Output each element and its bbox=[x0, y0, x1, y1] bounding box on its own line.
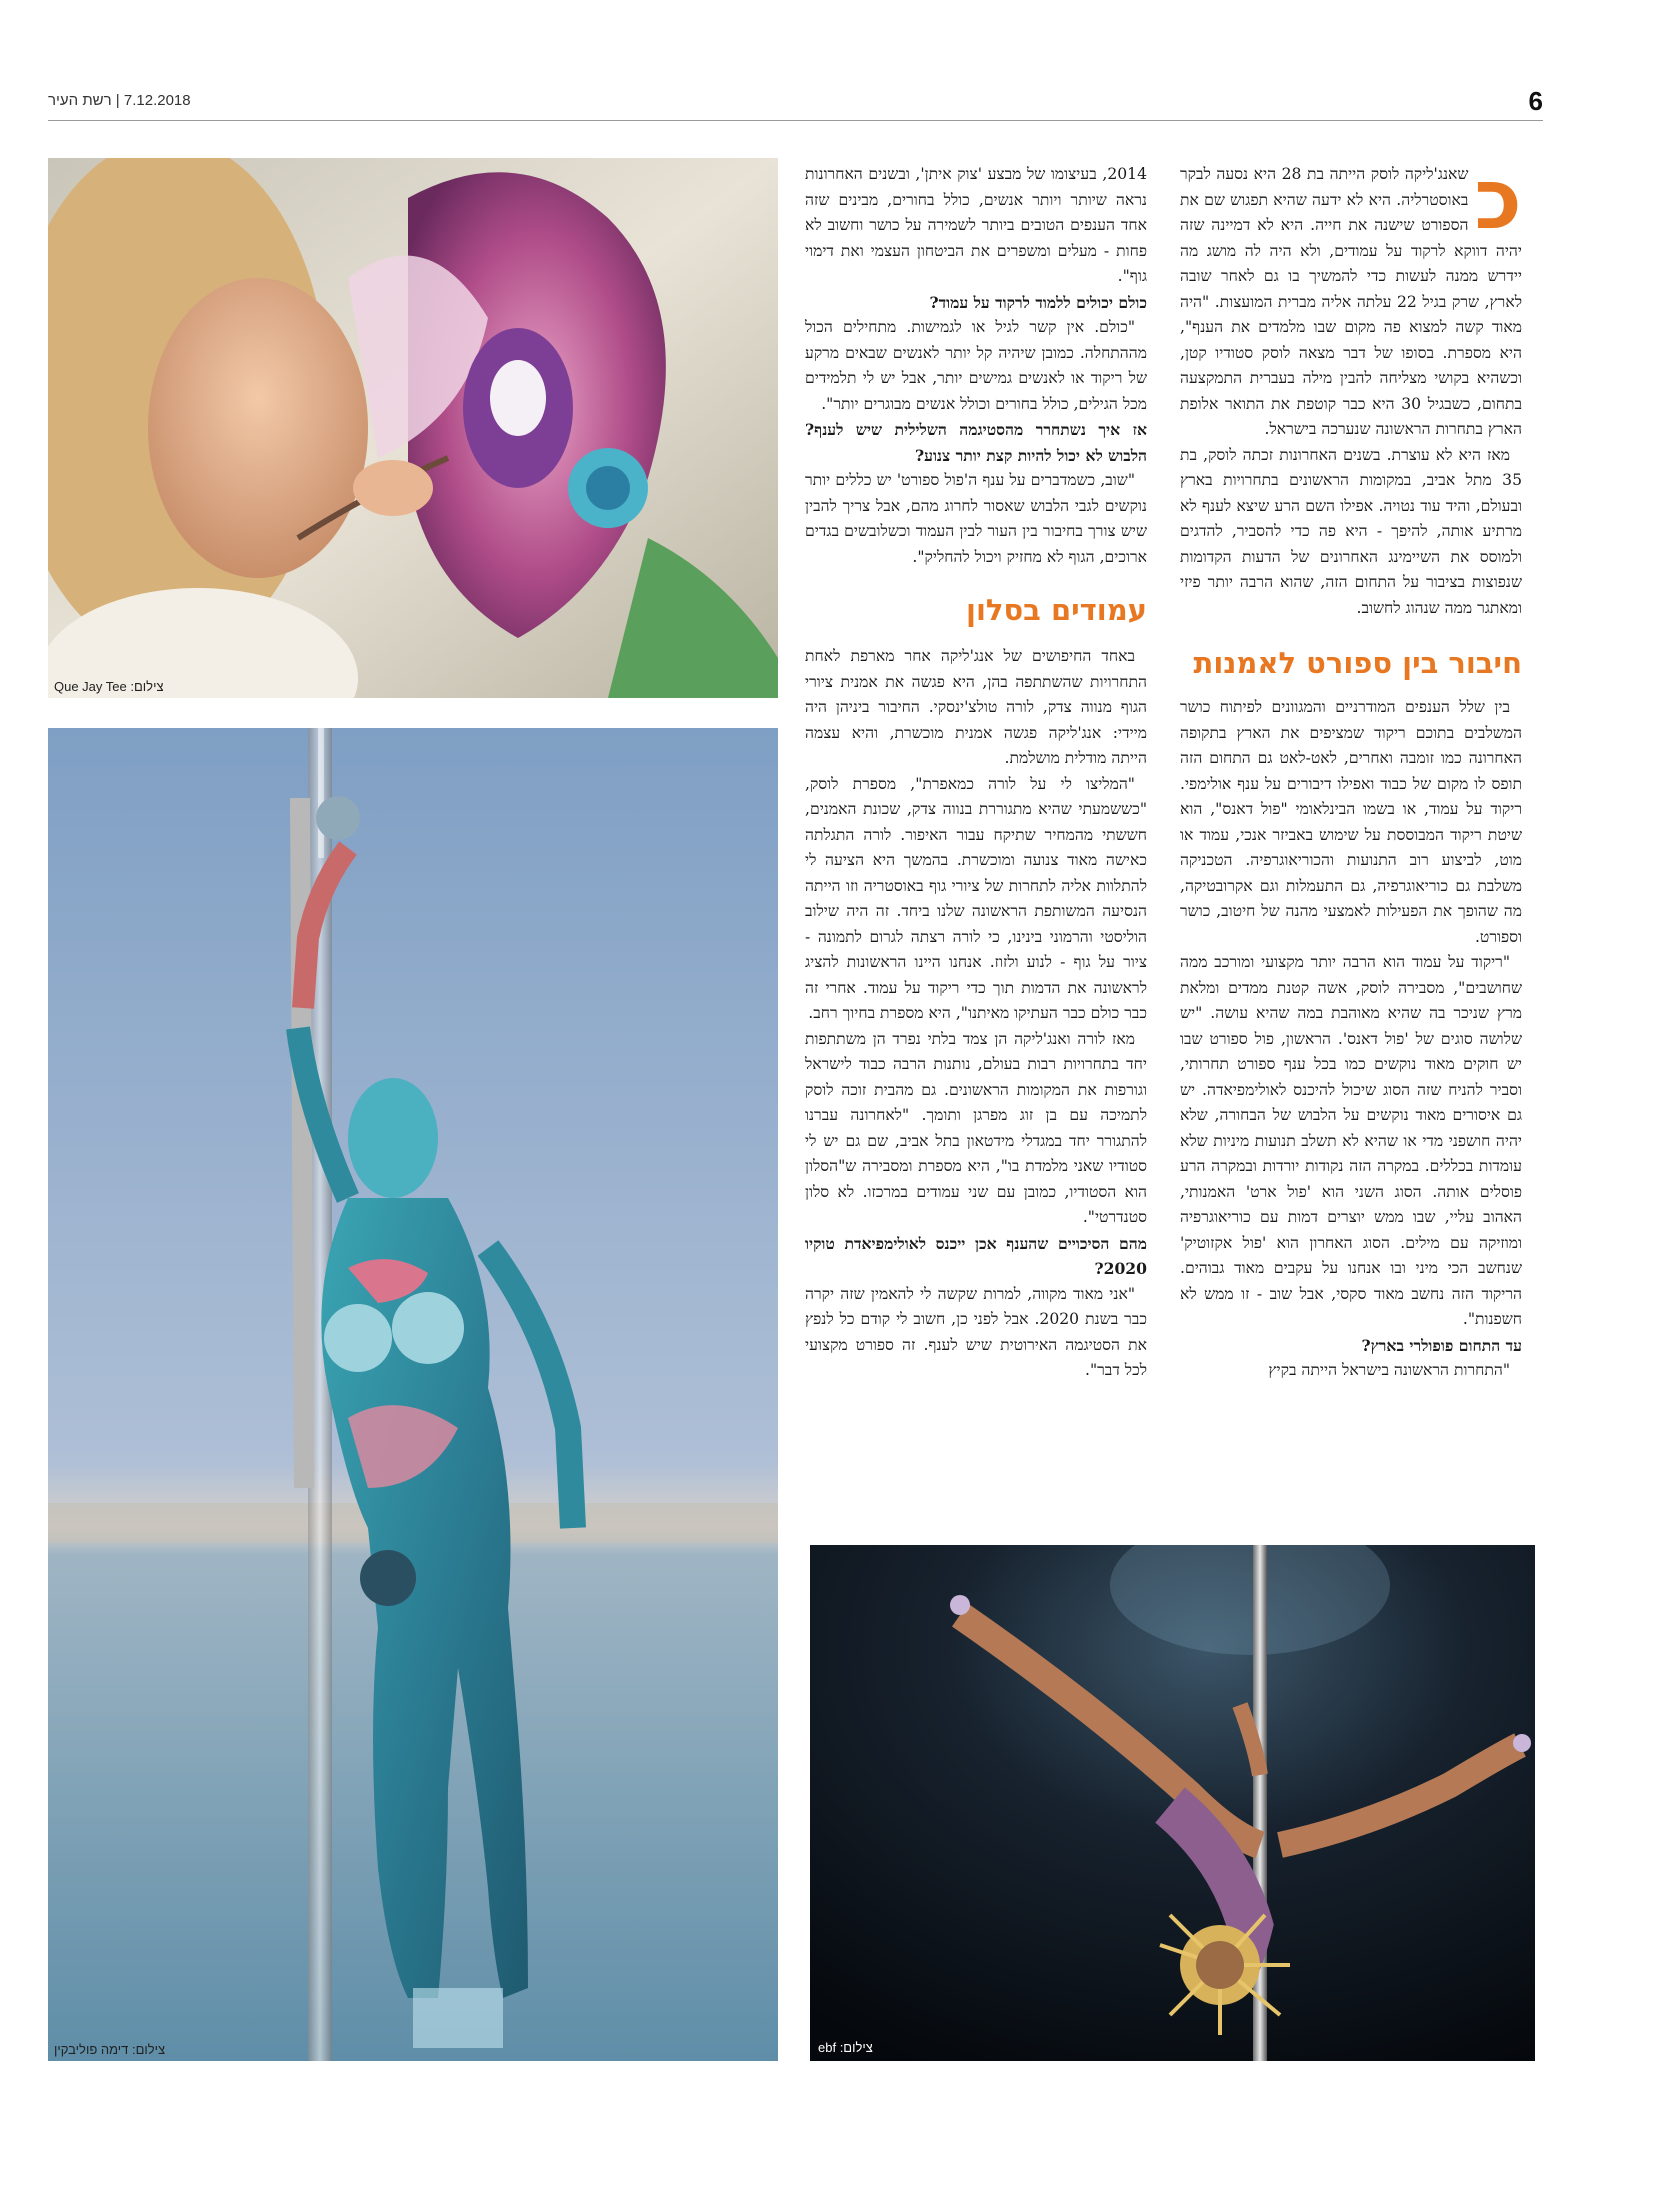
article-column-left bbox=[805, 162, 1147, 1384]
photo-pole-dancer-sea bbox=[48, 728, 778, 2061]
paragraph: מאז לורה ואנג'ליקה הן צמד בלתי נפרד הן משתתפות יחד בתחרויות רבות בעולם, נותנות הרבה כבוד לישראל וגורפות את המקומות הראשונים. גם מהבית זוכה לוסק לתמיכה עם בן זוג מפרגן ותומך. "לאחרונה עברנו להתגורר יחד במגדלי מידטאון בתל אביב, שם גם יש לי סטודיו שאני מלמדת בו", היא מספרת ומסבירה ש"הסלון הוא הסטודיו, כמובן עם שני עמודים במרכזו. לא סלון סטנדרטי". bbox=[805, 1029, 1147, 1226]
drop-cap: כ bbox=[1474, 150, 1522, 248]
paragraph: בין שלל הענפים המודרניים והמגוונים לפיתוח כושר המשלבים בתוכם ריקוד שמציפים את הארץ בתקופה האחרונה כמו זומבה ואחרים, לאט-לאט גם התחום הזה תופס לו מקום של כבוד ואפילו דיבורים על ענף אולימפי. ריקוד על עמוד, או בשמו הבינלאומי "פול דאנס", הוא שיטת ריקוד המבוססת על שימוש באביזר אנכי, עמוד או מוט, לביצוע רוב התנועות והכוריאוגרפיה. הטכניקה משלבת גם כוריאוגרפיה, גם התעמלות וגם אקרובטיקה, מה שהופך את הפעילות לאמצעי מהנה של חיטוב, כושר וספורט. bbox=[1180, 698, 1522, 946]
paragraph: "התחרות הראשונה בישראל הייתה בקיץ bbox=[1268, 1361, 1510, 1379]
interview-question: אז איך נשתחרר מהסטיגמה השלילית שיש לענף? הלבוש לא יכול להיות קצת יותר צנוע? bbox=[805, 420, 1147, 465]
paragraph: "אני מאוד מקווה, למרות שקשה לי להאמין שזה יקרה כבר בשנת 2020. אבל לפני כן, חשוב לי קודם כל לנפץ את הסטיגמה האירוטית שיש לענף. זה ספורט מקצועי לכל דבר". bbox=[805, 1284, 1147, 1379]
paragraph: "המליצו לי על לורה כמאפרת", מספרת לוסק, "כששמעתי שהיא מתגוררת בנווה צדק, שכונת האמנים, חששתי מהמחיר שתיקח עבור האיפור. לורה התגלתה כאישה מאוד צנועה ומוכשרת. בהמשך היא הציעה לי להתלוות אליה לתחרות של ציורי גוף באוסטריה וזו הייתה הנסיעה המשותפת הראשונה שלנו ביחד. זה היה שילוב הוליסטי והרמוני בינינו, כי לורה רצתה לגרום לתמונה - ציור על גוף - לנוע ולזוז. אנחנו היינו הראשונות להציג לראשונה את הדמות תוך כדי ריקוד על עמוד. אחרי זה כבר כולם כבר העתיקו מאיתנו", היא מספרת בחיוך רחב. bbox=[805, 774, 1147, 1022]
photo-pole-split-stage bbox=[810, 1545, 1535, 2061]
paragraph: באחד החיפושים של אנג'ליקה אחר מארפת לאחת התחרויות שהשתתפה בהן, היא פגשה את אמנית ציורי הגוף מנווה צדק, לורה טולצ'ינסקי. החיבור ביניהן היה מיידי: אנג'ליקה פגשה אמנית מוכשרת, והיא עצמה הייתה מודלית מושלמת. bbox=[805, 647, 1147, 767]
paragraph: "כולם. אין קשר לגיל או לגמישות. מתחילים הכול מההתחלה. כמובן שיהיה קל יותר לאנשים שבאים מרקע של ריקוד או לאנשים גמישים יותר, אבל יש לי תלמידים מכל הגילים, כולל בחורים וכולל אנשים מבוגרים יותר". bbox=[805, 318, 1147, 413]
issue-date: 7.12.2018 | רשת העיר bbox=[48, 92, 191, 109]
page-number: 6 bbox=[1528, 86, 1543, 116]
paragraph: מאז היא לא עוצרת. בשנים האחרונות זכתה לוסק, בת 35 מתל אביב, במקומות הראשונים בתחרויות בארץ ובעולם, והיד עוד נטויה. אפילו השם הרע שיצא לענף לא מרתיע אותה, להיפך - היא פה כדי להסביר, להדגים ולמוסס את השיימינג האחרונים של הדעות הקדומות שנפוצות בציבור על התחום הזה, שהוא הרבה יותר פיזי ומאתגר ממה שנהוג לחשוב. bbox=[1180, 445, 1522, 617]
photo-credit: צילום: ebf bbox=[818, 2040, 873, 2055]
article-column-right bbox=[1180, 150, 1522, 1384]
paragraph: "ריקוד על עמוד הוא הרבה יותר מקצועי ומורכב ממה שחושבים", מסבירה לוסק, אשה קטנת ממדים ומלאת מרץ שניכר בה שהיא מאוהבת במה שהיא עושה. "יש שלושה סוגים של 'פול דאנס'. הראשון, פול ספורט שבו יש חוקים מאוד נוקשים כמו בכל ענף ספורט תחרותי, וסביר להניח שזה הסוג שיכול להיכנס לאולימפיאדה. יש גם איסורים מאוד נוקשים על הלבוש של הבחורה, שלא יהיה חושפני מדי או שהיא לא תשלב תנועות מיניות שלא עומדות בכללים. במקרה הזה נקודות יורדות ובמקרה הרע פוסלים אותה. הסוג השני הוא 'פול ארט' האמנותי, האהוב עליי, שבו ממש יוצרים דמות עם כוריאוגרפיה ומוזיקה עם מילים. הסוג האחרון הוא 'פול אקזוטיק' שנחשב הכי מיני ובו אנחנו על עקבים מאוד גבוהים. הריקוד הזה נחשב מאוד סקסי, אבל שוב - זו ממש לא חשפנות". bbox=[1180, 953, 1522, 1328]
photo-face-painting bbox=[48, 158, 778, 698]
paragraph: שאנג'ליקה לוסק הייתה בת 28 היא נסעה לבקר באוסטרליה. היא לא ידעה שהיא תפגוש שם את הספורט שישנה את חייה. היא לא דמיינה שזה יהיה דווקא לרקוד על עמודים, ולא היה לה מושג מה יידרש ממנה לעשות כדי להמשיך בו גם לאחר שובה לארץ, שרק בגיל 22 עלתה אליה מברית המועצות. "היה מאוד קשה למצוא פה מקום שבו מלמדים את הענף", היא מספרת. בסופו של דבר מצאה לוסק סטודיו קטן, וכשהיא בקושי מצליחה להבין מילה בעברית התמקצעה בתחום, כשבגיל 30 היא כבר קוטפת את התואר אלופת הארץ בתחרות הראשונה שנערכה בישראל. bbox=[1180, 165, 1522, 438]
interview-question: מהם הסיכויים שהענף אכן ייכנס לאולימפיאדת טוקיו 2020? bbox=[805, 1233, 1147, 1278]
section-title-art: חיבור בין ספורט לאמנות bbox=[1193, 646, 1522, 680]
page-header bbox=[48, 86, 1543, 121]
interview-question: כולם יכולים ללמוד לרקוד על עמוד? bbox=[929, 292, 1147, 312]
photo-credit: צילום: דימה פוליבקין bbox=[54, 2042, 166, 2057]
paragraph: 2014, בעיצומו של מבצע 'צוק איתן', ובשנים האחרונות נראה שיותר ויותר אנשים, כולל בחורים, מבינים שזה אחד הענפים הטובים ביותר לשמירה על כושר וחשוב לא פחות - מעלים ומשפרים את הביטחון העצמי ואת דימוי גוף". bbox=[805, 165, 1147, 285]
interview-question: עד התחום פופולרי בארץ? bbox=[1361, 1335, 1522, 1355]
section-title-salon: עמודים בסלון bbox=[966, 593, 1147, 627]
paragraph: "שוב, כשמדברים על ענף ה'פול ספורט' יש כללים יותר נוקשים לגבי הלבוש שאסור לחרוג מהם, אבל צריך להבין שיש צורך בחיבור בין העור לבין העמוד וכשלובשים בגדים ארוכים, הגוף לא מחזיק ויכול להחליק". bbox=[805, 471, 1147, 566]
photo-credit: צילום: Que Jay Tee bbox=[54, 679, 164, 694]
